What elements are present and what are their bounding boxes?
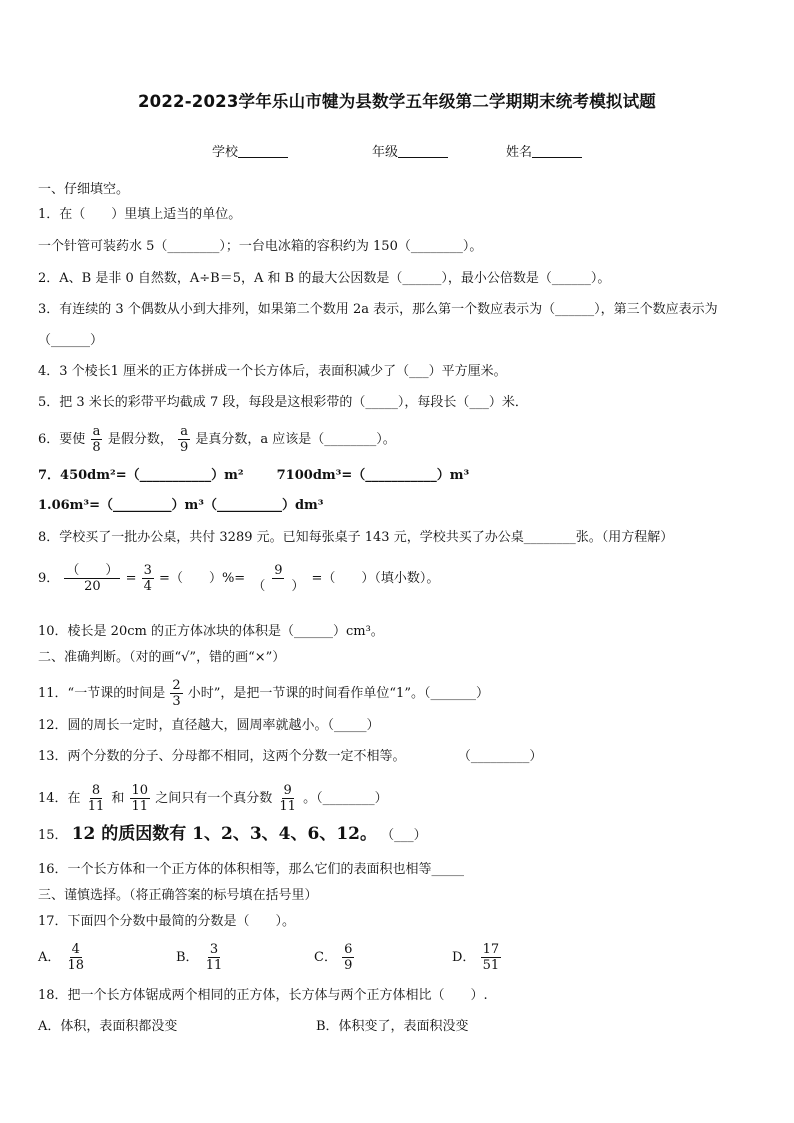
- q9-num-2: 3: [143, 563, 152, 578]
- q14-num-2: 10: [131, 783, 149, 798]
- q6-num-2: a: [180, 424, 189, 439]
- q17-option-c[interactable]: [314, 942, 355, 973]
- page-title: 2022-2023学年乐山市犍为县数学五年级第二学期期末统考模拟试题: [138, 92, 656, 111]
- question-5: 5．把 3 米长的彩带平均截成 7 段，每段是这根彩带的（_____），每段长（___）米．: [38, 395, 528, 410]
- q14-text-d: 。（________）: [303, 791, 388, 806]
- question-16: 16．一个长方体和一个正方体的体积相等，那么它们的表面积也相等_____: [38, 862, 465, 877]
- q6-text-a: 6．要使: [38, 432, 86, 447]
- q17-option-a-fraction: [66, 942, 87, 973]
- question-4: 4．3 个棱长1 厘米的正方体拼成一个长方体后，表面积减少了（___）平方厘米。: [38, 364, 507, 379]
- q9-middle: =（ ）%=: [159, 571, 246, 586]
- q9-fraction-3: [250, 563, 306, 594]
- q14-den-3: 11: [279, 799, 296, 814]
- question-18: 18．把一个长方体锯成两个相同的正方体，长方体与两个正方体相比（ ）.: [38, 988, 488, 1003]
- q7-part-a: 7．450dm²=（___________）m²: [38, 468, 244, 483]
- question-11: [38, 678, 489, 709]
- question-17: 17．下面四个分数中最简的分数是（ ）。: [38, 914, 296, 929]
- question-1: 1．在（ ）里填上适当的单位。: [38, 207, 242, 222]
- q9-den-1: 20: [84, 579, 101, 594]
- school-field: [212, 141, 288, 160]
- q6-den-2: 9: [180, 440, 189, 455]
- q17-a-den: 18: [67, 958, 85, 973]
- q6-text-c: 是真分数，a 应该是（________）。: [195, 432, 396, 447]
- grade-label: 年级: [372, 145, 399, 160]
- q14-text-c: 之间只有一个真分数: [155, 791, 273, 806]
- q17-d-den: 51: [482, 958, 500, 973]
- name-label: 姓名: [506, 145, 533, 160]
- q17-option-d-label: D．: [452, 950, 476, 965]
- section-heading-1: 一、仔细填空。: [38, 182, 130, 197]
- question-6: [38, 424, 396, 455]
- q14-fraction-2: [130, 783, 151, 814]
- q17-option-c-label: C．: [314, 950, 337, 965]
- q13-answer[interactable]: （_________）: [457, 749, 543, 764]
- question-7-line-2: 1.06m³=（_________）m³（__________）dm³: [38, 498, 324, 513]
- q6-fraction-2: [178, 424, 190, 455]
- grade-blank[interactable]: [398, 145, 448, 158]
- q11-text-b: 小时”，是把一节课的时间看作单位“1”。（_______）: [187, 686, 489, 701]
- q14-text-b: 和: [111, 791, 125, 806]
- school-blank[interactable]: [238, 145, 288, 158]
- q14-fraction-3: [277, 783, 298, 814]
- q14-fraction-1: [86, 783, 107, 814]
- q17-option-a[interactable]: [38, 942, 87, 973]
- q9-fraction-1: [64, 563, 120, 594]
- q6-den-1: 8: [92, 440, 101, 455]
- question-8: 8．学校买了一批办公桌，共付 3289 元。已知每张桌子 143 元，学校共买了办公桌________张。（用方程解）: [38, 530, 674, 545]
- q6-fraction-1: [90, 424, 102, 455]
- q6-text-b: 是假分数，: [107, 432, 173, 447]
- q14-den-1: 11: [87, 799, 105, 814]
- question-13: [38, 748, 542, 766]
- q14-num-3: 9: [283, 783, 292, 798]
- q9-den-3[interactable]: （ ）: [252, 579, 305, 594]
- question-12: 12．圆的周长一定时，直径越大，圆周率就越小。（_____）: [38, 718, 380, 733]
- q17-option-d[interactable]: [452, 942, 502, 973]
- q18-option-b[interactable]: B．体积变了，表面积没变: [316, 1019, 469, 1034]
- q11-text-a: 11．“一节课的时间是: [38, 686, 166, 701]
- q6-num-1: a: [92, 424, 101, 439]
- q9-label: 9．: [38, 571, 60, 586]
- grade-field: [372, 141, 448, 160]
- question-9: [38, 563, 439, 594]
- q17-option-b[interactable]: [176, 942, 225, 973]
- q9-den-2: 4: [143, 579, 152, 594]
- q15-answer[interactable]: （___）: [381, 828, 427, 843]
- section-heading-3: 三、谨慎选择。（将正确答案的标号填在括号里）: [38, 888, 318, 903]
- q17-b-den: 11: [205, 958, 223, 973]
- q9-num-1[interactable]: （ ）: [66, 563, 119, 578]
- q11-num: 2: [172, 678, 181, 693]
- q17-option-c-fraction: [342, 942, 354, 973]
- q9-fraction-2: [142, 563, 154, 594]
- q11-fraction: [170, 678, 182, 709]
- q18-option-a[interactable]: A．体积，表面积都没变: [38, 1019, 178, 1034]
- q17-b-num: 3: [209, 942, 219, 957]
- question-10: 10．棱长是 20cm 的正方体冰块的体积是（______）cm³。: [38, 624, 384, 639]
- q9-equals-1: =: [125, 571, 137, 586]
- school-label: 学校: [212, 145, 239, 160]
- q17-option-a-label: A．: [38, 950, 61, 965]
- q17-option-d-fraction: [481, 942, 502, 973]
- question-15: [38, 825, 427, 845]
- name-field: [506, 141, 582, 160]
- q17-option-b-fraction: [204, 942, 225, 973]
- question-1-line-2: 一个针管可装药水 5（________）；一台电冰箱的容积约为 150（________）。: [38, 239, 483, 254]
- q17-a-num: 4: [71, 942, 80, 957]
- q15-label: 15．: [38, 828, 68, 843]
- section-heading-2: 二、准确判断。（对的画“√”，错的画“×”）: [38, 650, 286, 665]
- q17-d-num: 17: [482, 942, 500, 957]
- q14-text-a: 14．在: [38, 791, 81, 806]
- q9-num-3: 9: [274, 563, 283, 578]
- question-2: 2．A、B 是非 0 自然数，A÷B＝5，A 和 B 的最大公因数是（______），最小公倍数是（______）。: [38, 271, 611, 286]
- q7-part-b: 7100dm³=（___________）m³: [276, 468, 470, 483]
- q15-statement: 12 的质因数有 1、2、3、4、6、12。: [71, 824, 377, 844]
- q17-c-num: 6: [344, 942, 353, 957]
- name-blank[interactable]: [532, 145, 582, 158]
- question-14: [38, 783, 388, 814]
- q17-c-den: 9: [344, 958, 353, 973]
- question-3-line-2: （______）: [38, 333, 104, 348]
- q14-num-1: 8: [91, 783, 101, 798]
- q17-option-b-label: B．: [176, 950, 199, 965]
- q14-den-2: 11: [131, 799, 149, 814]
- q11-den: 3: [172, 694, 181, 709]
- question-7: [38, 467, 469, 485]
- q13-text: 13．两个分数的分子、分母都不相同，这两个分数一定不相等。: [38, 749, 406, 764]
- question-3: 3．有连续的 3 个偶数从小到大排列，如果第二个数用 2a 表示，那么第一个数应表示为（______），第三个数应表示为: [38, 302, 718, 317]
- q9-tail: =（ ）（填小数）。: [311, 571, 440, 586]
